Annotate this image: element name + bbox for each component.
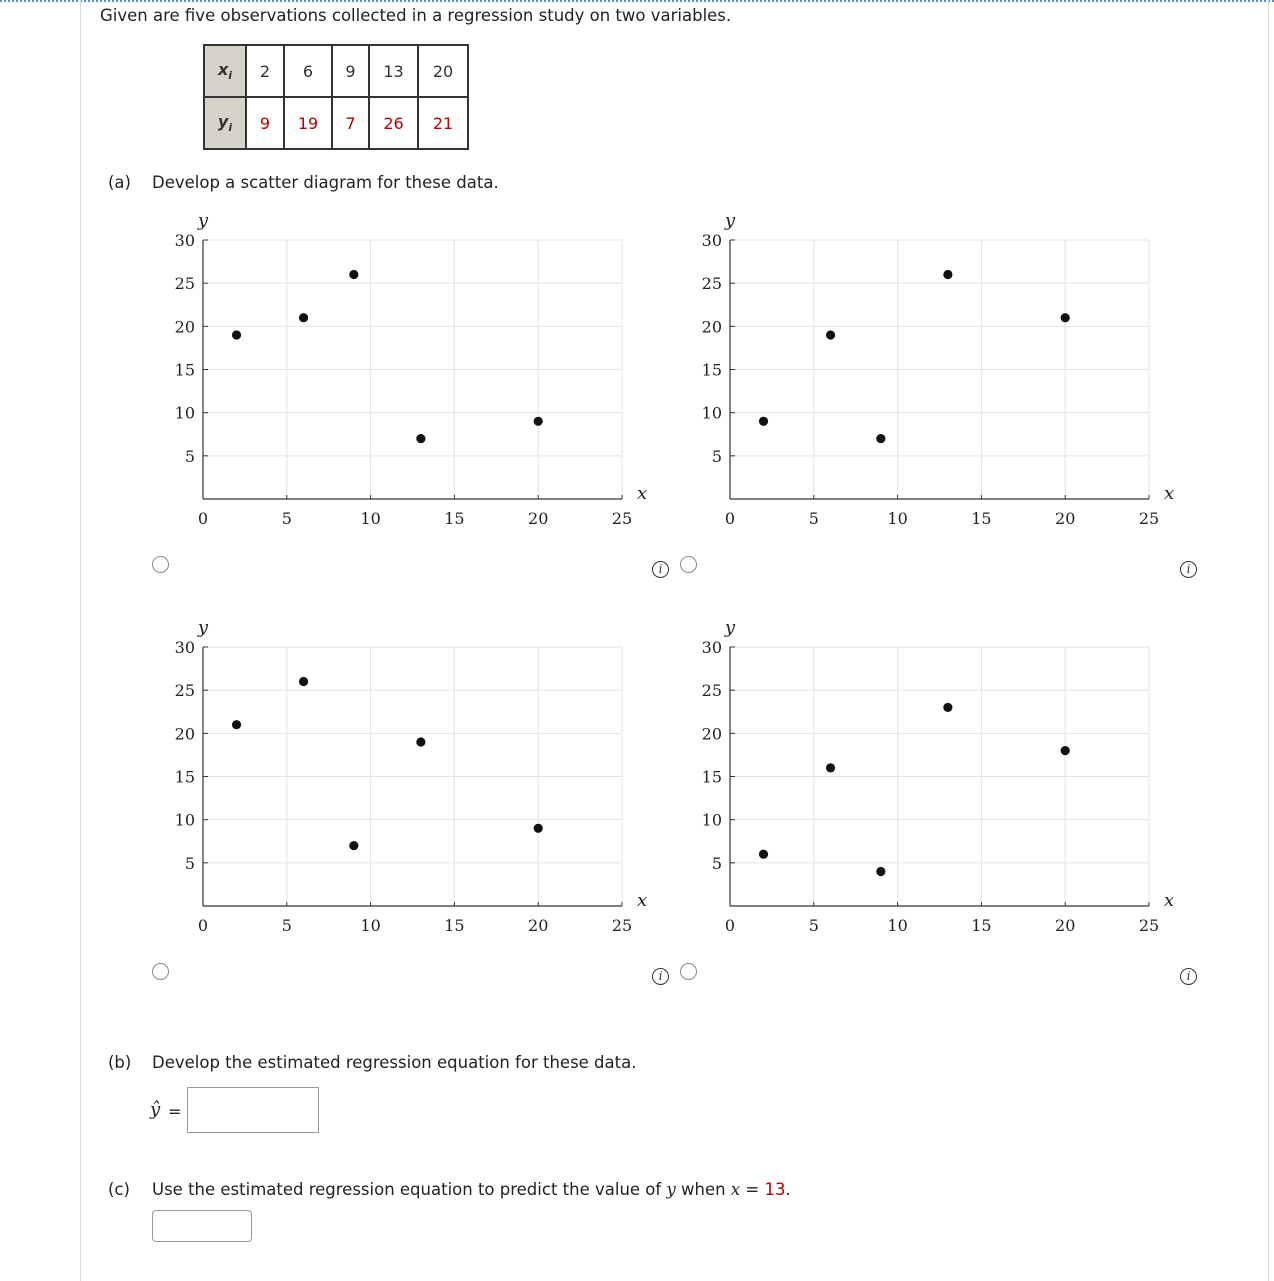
y-header-cell: $y_i$: [204, 97, 246, 149]
option-3-radio[interactable]: [152, 963, 169, 980]
x-tick-label: 20: [528, 509, 549, 528]
data-point: [1061, 746, 1070, 755]
y-tick-label: 15: [701, 767, 722, 787]
y-tick-label: 10: [701, 810, 722, 830]
observations-table: [203, 44, 469, 150]
scatter-option-1: [150, 205, 648, 550]
part-c-prompt: [108, 1180, 791, 1199]
y-tick-label: 5: [184, 446, 195, 466]
when-word: when: [681, 1180, 726, 1199]
option-1-radio[interactable]: [152, 556, 169, 573]
x-value-cell: 20: [418, 45, 468, 97]
y-tick-label: 15: [174, 767, 195, 787]
data-point: [349, 841, 358, 850]
y-hat-symbol: ŷ: [150, 1099, 161, 1120]
x-value-cell: 9: [332, 45, 369, 97]
x-tick-label: 5: [281, 916, 292, 935]
x-tick-label: 5: [808, 509, 819, 528]
x-tick-label: 25: [611, 916, 633, 935]
scatter-option-4: [677, 612, 1175, 957]
x-tick-label: 10: [360, 509, 381, 528]
right-margin-rule: [1268, 0, 1269, 1281]
data-point: [759, 850, 768, 859]
question-intro: Given are five observations collected in a regression study on two variables.: [100, 6, 732, 25]
x-axis-label: x: [1164, 890, 1175, 911]
y-row: [204, 97, 468, 149]
option-2-info-icon[interactable]: i: [1180, 561, 1197, 578]
x-value-highlight: 13: [764, 1180, 786, 1199]
part-a-label: (a): [108, 173, 131, 192]
option-2-radio[interactable]: [680, 556, 697, 573]
y-value-cell: 21: [418, 97, 468, 149]
x-tick-label: 5: [281, 509, 292, 528]
part-c-label: (c): [108, 1180, 130, 1199]
y-tick-label: 30: [701, 638, 722, 657]
y-tick-label: 15: [174, 360, 195, 380]
part-a-text: Develop a scatter diagram for these data.: [152, 173, 499, 192]
y-tick-label: 25: [701, 681, 722, 701]
part-c-text: Use the estimated regression equation to predict the value of: [152, 1180, 662, 1199]
scatter-option-2: [677, 205, 1175, 550]
data-point: [299, 313, 308, 322]
y-tick-label: 30: [174, 231, 195, 250]
y-value-cell: 26: [369, 97, 418, 149]
data-point: [1061, 313, 1070, 322]
y-tick-label: 25: [174, 274, 195, 294]
scatter-plot-svg: [677, 205, 1175, 550]
data-point: [299, 677, 308, 686]
y-value-cell: 19: [284, 97, 332, 149]
y-tick-label: 10: [174, 810, 195, 830]
data-point: [349, 270, 358, 279]
part-b-label: (b): [108, 1053, 132, 1072]
y-tick-label: 5: [711, 853, 722, 873]
x-tick-label: 0: [724, 509, 736, 528]
var-y: y: [666, 1180, 676, 1199]
x-header-cell: $x_i$: [204, 45, 246, 97]
prediction-input[interactable]: [152, 1210, 252, 1242]
y-tick-label: 25: [174, 681, 195, 701]
scatter-plot-svg: [677, 612, 1175, 957]
y-tick-label: 15: [701, 360, 722, 380]
data-point: [943, 270, 952, 279]
x-tick-label: 15: [444, 509, 465, 528]
data-point: [416, 737, 425, 746]
data-point: [416, 434, 425, 443]
x-tick-label: 15: [971, 509, 992, 528]
data-point: [943, 703, 952, 712]
scatter-option-3: [150, 612, 648, 957]
y-tick-label: 30: [701, 231, 722, 250]
x-axis-label: x: [637, 890, 648, 911]
data-point: [876, 434, 885, 443]
var-x: x: [730, 1180, 741, 1199]
top-dotted-border: [0, 0, 1274, 2]
y-tick-label: 30: [174, 638, 195, 657]
y-tick-label: 20: [701, 724, 722, 744]
x-value-cell: 6: [284, 45, 332, 97]
data-point: [232, 720, 241, 729]
scatter-plot-svg: [150, 205, 648, 550]
data-point: [876, 867, 885, 876]
y-value-cell: 9: [246, 97, 284, 149]
x-tick-label: 15: [444, 916, 465, 935]
x-axis-label: x: [637, 483, 648, 504]
part-b-text: Develop the estimated regression equation for these data.: [152, 1053, 637, 1072]
x-tick-label: 25: [1138, 509, 1160, 528]
scatter-plot-svg: [150, 612, 648, 957]
y-value-cell: 7: [332, 97, 369, 149]
y-tick-label: 20: [174, 724, 195, 744]
y-tick-label: 5: [711, 446, 722, 466]
y-tick-label: 5: [184, 853, 195, 873]
equals-sign: =: [168, 1102, 182, 1121]
x-tick-label: 20: [1055, 509, 1076, 528]
x-tick-label: 0: [724, 916, 736, 935]
x-tick-label: 0: [197, 509, 209, 528]
option-4-info-icon[interactable]: i: [1180, 968, 1197, 985]
x-tick-label: 20: [1055, 916, 1076, 935]
data-point: [826, 763, 835, 772]
y-axis-label: y: [197, 210, 209, 231]
part-c-equals: =: [745, 1180, 760, 1199]
x-tick-label: 5: [808, 916, 819, 935]
x-value-cell: 13: [369, 45, 418, 97]
y-tick-label: 20: [701, 317, 722, 337]
x-value-cell: 2: [246, 45, 284, 97]
x-tick-label: 15: [971, 916, 992, 935]
y-tick-label: 10: [174, 403, 195, 423]
y-axis-label: y: [724, 617, 736, 638]
x-tick-label: 25: [611, 509, 633, 528]
x-tick-label: 10: [360, 916, 381, 935]
part-a-prompt: [108, 173, 499, 192]
data-point: [232, 330, 241, 339]
x-tick-label: 10: [887, 916, 908, 935]
data-point: [534, 824, 543, 833]
option-3-info-icon[interactable]: i: [652, 968, 669, 985]
option-1-info-icon[interactable]: i: [652, 561, 669, 578]
y-axis-label: y: [724, 210, 736, 231]
option-4-radio[interactable]: [680, 963, 697, 980]
x-tick-label: 25: [1138, 916, 1160, 935]
regression-equation-input[interactable]: [187, 1087, 319, 1133]
x-tick-label: 10: [887, 509, 908, 528]
y-tick-label: 10: [701, 403, 722, 423]
y-axis-label: y: [197, 617, 209, 638]
x-axis-label: x: [1164, 483, 1175, 504]
x-row: [204, 45, 468, 97]
data-point: [534, 417, 543, 426]
x-tick-label: 0: [197, 916, 209, 935]
y-tick-label: 20: [174, 317, 195, 337]
y-tick-label: 25: [701, 274, 722, 294]
part-c-period: .: [785, 1180, 791, 1199]
x-tick-label: 20: [528, 916, 549, 935]
left-margin-rule: [80, 0, 81, 1281]
part-b-prompt: [108, 1053, 636, 1072]
data-point: [826, 330, 835, 339]
data-point: [759, 417, 768, 426]
